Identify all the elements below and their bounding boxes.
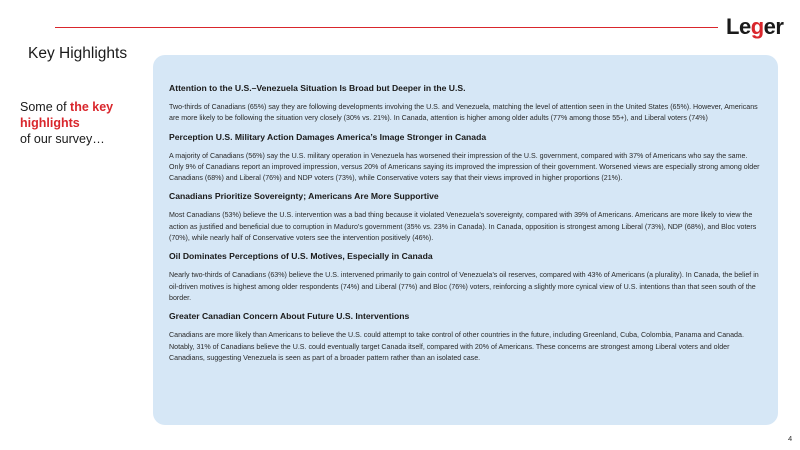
intro-text [20,99,140,147]
highlight-section [169,311,762,364]
page-title: Key Highlights [28,45,128,62]
section-body: A majority of Canadians (56%) say the U.S. military operation in Venezuela has worsened their impression of the U.S. government, compared with 37% of Americans who say the same. Only 9% of Canadians report an improved impression, versus 20% of Americans saying its improved the impression of their government. Worsened views are especially strong among older Canadians (68%) and Liberal (76%) and NDP voters (73%), while Conservative voters say that their views improved in higher proportions (21%). [169,151,760,183]
section-body: Nearly two-thirds of Canadians (63%) believe the U.S. intervened primarily to gain control of Venezuela’s oil reserves, compared with 43% of Americans (a plurality). In Canada, the belief in oil-driven motives is highest among older respondents (74%) and Liberal (77%) and Bloc (76%) voters, reinforcing a slightly more cynical view of U.S. intentions than that seen south of the border. [169,271,759,302]
intro-suffix: of our survey… [20,132,105,146]
top-divider [55,27,718,28]
highlight-section [169,251,762,304]
section-heading: Perception U.S. Military Action Damages America’s Image Stronger in Canada [169,131,487,142]
section-heading: Greater Canadian Concern About Future U.S. Interventions [169,311,410,322]
section-body: Two-thirds of Canadians (65%) say they are following developments involving the U.S. and Venezuela, matching the level of attention seen in the United States (65%). However, Americans are more likely to be following the situation very closely (30% vs. 21%). In Canada, attention is higher among older adults (77% among those 55+), and Liberal voters (74%) [169,103,758,123]
highlights-panel [153,55,778,425]
section-heading: Oil Dominates Perceptions of U.S. Motives, Especially in Canada [169,251,433,262]
highlight-section [169,83,762,125]
highlight-section [169,132,762,185]
section-body: Most Canadians (53%) believe the U.S. intervention was a bad thing because it violated Venezuela’s sovereignty, compared with 39% of Americans. Americans are more likely to view the action as justified and beneficial due to corruption in Maduro’s government (35% vs. 23% in Canada). In Canada, opposition is strongest among Liberal (73%), NDP (68%), and Bloc voters (70%), while nearly half of Conservative voters see the intervention positively (46%). [169,211,757,243]
section-body: Canadians are more likely than Americans to believe the U.S. could attempt to take control of other countries in the future, including Greenland, Cuba, Colombia, Panama and Canada. Notably, 31% of Canadians believe the U.S. could eventually target Canada itself, compared with 20% of Americans. These concerns are strongest among Liberal voters and older Canadians, suggesting Venezuela is seen as part of a broader pattern rather than an isolated case. [169,331,744,362]
leger-logo: Leger [726,14,784,39]
highlight-section [169,191,762,244]
intro-prefix: Some of [20,100,71,114]
page-number: 4 [788,434,793,443]
intro-highlight: the key highlights [20,100,114,130]
section-heading: Attention to the U.S.–Venezuela Situation Is Broad but Deeper in the U.S. [169,83,466,93]
section-heading: Canadians Prioritize Sovereignty; Americans Are More Supportive [169,191,439,202]
